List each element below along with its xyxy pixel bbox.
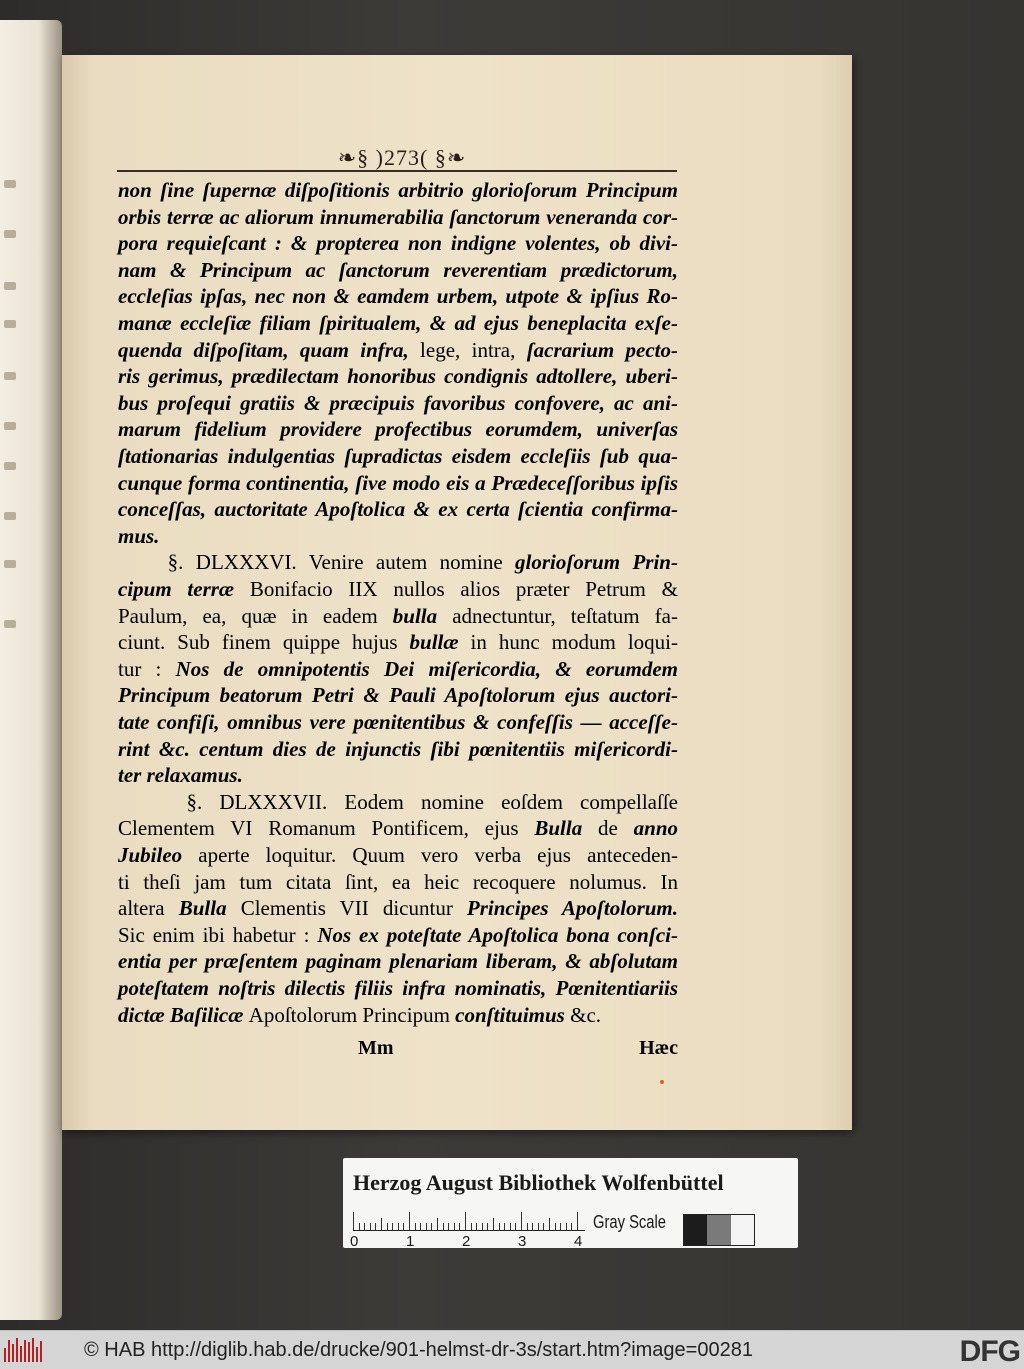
italic-text-run: eccleſias ipſas, nec non & eamdem urbem, utpote & ipſius Ro- bbox=[118, 284, 678, 309]
text-fragment bbox=[4, 620, 16, 628]
text-fragment bbox=[4, 320, 16, 328]
italic-text-run: Bulla bbox=[534, 816, 599, 841]
italic-text-run: Bulla bbox=[178, 896, 241, 921]
text-line bbox=[118, 549, 678, 575]
text-line bbox=[118, 895, 678, 921]
ruler-tick bbox=[476, 1223, 477, 1230]
text-line bbox=[118, 815, 678, 841]
italic-text-run: mus. bbox=[118, 523, 160, 548]
roman-text-run: Paulum, ea, quæ in eadem bbox=[118, 603, 393, 628]
ruler-tick bbox=[381, 1218, 382, 1230]
ruler-tick bbox=[566, 1223, 567, 1230]
scale-number: 2 bbox=[462, 1233, 471, 1250]
roman-text-run: &c. bbox=[570, 1002, 602, 1027]
scale-ruler bbox=[353, 1210, 585, 1231]
ruler-tick bbox=[571, 1223, 572, 1230]
ruler-tick bbox=[415, 1223, 416, 1230]
text-line bbox=[118, 948, 678, 974]
ruler-tick bbox=[515, 1223, 516, 1230]
ruler-tick bbox=[555, 1223, 556, 1230]
text-line bbox=[118, 310, 678, 336]
text-line bbox=[118, 257, 678, 283]
ruler-tick bbox=[532, 1223, 533, 1230]
roman-text-run: altera bbox=[118, 896, 179, 921]
italic-text-run: non ſine ſupernæ diſpoſitionis arbitrio glorioſorum Principum bbox=[118, 178, 678, 202]
italic-text-run: manæ eccleſiæ filiam ſpiritualem, & ad ejus beneplacita exſe- bbox=[118, 311, 678, 335]
italic-text-run: ter relaxamus. bbox=[118, 763, 243, 788]
ruler-tick bbox=[493, 1218, 494, 1230]
ruler-tick bbox=[403, 1223, 404, 1230]
italic-text-run: Principes Apoſtolorum. bbox=[466, 896, 679, 921]
ruler-tick bbox=[409, 1212, 410, 1230]
text-line bbox=[118, 922, 678, 948]
library-label-card bbox=[343, 1158, 798, 1248]
ruler-tick bbox=[375, 1223, 376, 1230]
italic-text-run: nam & Principum ac ſanctorum reverentiam prædictorum, bbox=[118, 257, 678, 282]
italic-text-run: bulla bbox=[392, 603, 453, 628]
text-line bbox=[118, 363, 678, 389]
ruler-tick bbox=[387, 1223, 388, 1230]
roman-text-run: adnectuntur, teſtatum fa- bbox=[452, 603, 678, 628]
ruler-tick bbox=[426, 1223, 427, 1230]
text-line bbox=[118, 470, 678, 496]
text-fragment bbox=[4, 422, 16, 430]
italic-text-run: marum fidelium providere profectibus eorumdem, univerſas bbox=[118, 417, 678, 442]
catchword: Hæc bbox=[639, 1037, 678, 1059]
text-fragment bbox=[4, 180, 16, 188]
gray-swatch-mid bbox=[707, 1215, 730, 1245]
roman-text-run: ciunt. Sub finem quippe hujus bbox=[118, 630, 410, 655]
roman-text-run: in hunc modum loqui- bbox=[470, 630, 678, 655]
footer-credit-link[interactable]: © HAB http://diglib.hab.de/drucke/901-helmst-dr-3s/start.htm?image=00281 bbox=[84, 1339, 753, 1361]
book-page bbox=[62, 55, 852, 1130]
ruler-tick bbox=[370, 1223, 371, 1230]
ruler-tick bbox=[454, 1223, 455, 1230]
roman-text-run: Bonifacio IIX nullos alios præter Petrum & bbox=[249, 577, 678, 601]
text-line bbox=[118, 629, 678, 655]
ruler-tick bbox=[538, 1223, 539, 1230]
ruler-tick bbox=[443, 1223, 444, 1230]
text-fragment bbox=[4, 512, 16, 520]
italic-text-run: ſacrarium pecto- bbox=[526, 337, 678, 362]
ruler-tick bbox=[465, 1212, 466, 1230]
text-line bbox=[118, 230, 678, 256]
roman-text-run: Apoſtolorum Principum bbox=[248, 1002, 456, 1027]
scale-number: 4 bbox=[574, 1233, 583, 1250]
text-line bbox=[118, 416, 678, 442]
text-line bbox=[118, 869, 678, 895]
text-line bbox=[118, 975, 678, 1001]
italic-text-run: rint &c. centum dies de injunctis ſibi pœnitentiis miſericordi- bbox=[118, 736, 678, 761]
text-line bbox=[118, 603, 678, 629]
text-line bbox=[118, 204, 678, 230]
text-line bbox=[118, 443, 678, 469]
roman-text-run: tur : bbox=[118, 656, 176, 681]
ruler-tick bbox=[420, 1223, 421, 1230]
text-line bbox=[118, 762, 678, 788]
text-line bbox=[118, 1002, 678, 1028]
italic-text-run: entia per præſentem paginam plenariam liberam, & abſolutam bbox=[118, 949, 678, 974]
italic-text-run: tate confiſi, omnibus vere pœnitentibus & confeſſis — acceſſe- bbox=[118, 710, 678, 734]
ruler-tick bbox=[499, 1223, 500, 1230]
italic-text-run: cipum terræ bbox=[118, 577, 250, 601]
ruler-tick bbox=[471, 1223, 472, 1230]
ruler-tick bbox=[364, 1223, 365, 1230]
italic-text-run: Jubileo bbox=[118, 843, 199, 867]
head-rule bbox=[117, 170, 677, 172]
text-line bbox=[118, 390, 678, 416]
text-line bbox=[118, 709, 678, 735]
text-line bbox=[118, 682, 678, 708]
text-fragment bbox=[4, 462, 16, 470]
page-gutter-shadow bbox=[40, 20, 62, 1320]
roman-text-run: aperte loquitur. Quum vero verba ejus anteceden- bbox=[198, 843, 678, 867]
text-line bbox=[118, 789, 678, 815]
roman-text-run: ti theſi jam tum citata ſint, ea heic recoquere nolumus. In bbox=[118, 869, 678, 894]
signature-mark: Mm bbox=[358, 1037, 394, 1059]
italic-text-run: Nos de omnipotentis Dei miſericordia, & eorumdem bbox=[175, 656, 678, 681]
roman-text-run: Clementis VII dicuntur bbox=[240, 896, 467, 921]
scale-number: 0 bbox=[350, 1233, 359, 1250]
roman-text-run: de bbox=[598, 816, 634, 841]
ruler-tick bbox=[543, 1223, 544, 1230]
text-line bbox=[118, 576, 678, 602]
ruler-tick bbox=[448, 1223, 449, 1230]
italic-text-run: glorioſorum Prin- bbox=[515, 550, 678, 575]
text-line bbox=[118, 656, 678, 682]
text-fragment bbox=[4, 372, 16, 380]
ruler-tick bbox=[482, 1223, 483, 1230]
ruler-tick bbox=[431, 1223, 432, 1230]
text-fragment bbox=[4, 230, 16, 238]
roman-text-run: §. DLXXXVII. Eodem nomine eoſdem compellaſſe bbox=[118, 789, 678, 814]
italic-text-run: anno bbox=[633, 816, 679, 841]
ruler-tick bbox=[510, 1223, 511, 1230]
ruler-tick bbox=[504, 1223, 505, 1230]
ruler-tick bbox=[527, 1223, 528, 1230]
italic-text-run: quenda diſpoſitam, quam infra, bbox=[118, 337, 421, 362]
italic-text-run: poteſtatem noſtris dilectis filiis infra nominatis, Pœnitentiariis bbox=[118, 976, 678, 1000]
italic-text-run: Principum beatorum Petri & Pauli Apoſtolorum ejus auctori- bbox=[118, 683, 678, 708]
ruler-tick bbox=[437, 1218, 438, 1230]
text-line bbox=[118, 337, 678, 363]
hab-logo-icon bbox=[4, 1338, 46, 1362]
scale-number: 1 bbox=[406, 1233, 415, 1250]
page-foot bbox=[118, 1037, 678, 1067]
italic-text-run: cunque forma continentia, ſive modo eis a Prædeceſſoribus ipſis bbox=[118, 470, 678, 495]
text-fragment bbox=[4, 282, 16, 290]
roman-text-run: Clementem VI Romanum Pontificem, ejus bbox=[118, 816, 535, 841]
running-head: ❧§ )273( §❧ bbox=[337, 145, 467, 170]
ruler-tick bbox=[549, 1218, 550, 1230]
roman-text-run: Sic enim ibi habetur : bbox=[118, 922, 318, 947]
ruler-tick bbox=[487, 1223, 488, 1230]
italic-text-run: ris gerimus, prædilectam honoribus condignis adtollere, uberi- bbox=[118, 364, 678, 389]
gray-swatch-black bbox=[684, 1215, 707, 1245]
italic-text-run: ſtationarias indulgentias ſupradictas eisdem eccleſiis ſub qua- bbox=[118, 444, 678, 468]
gray-scale-label: Gray Scale bbox=[593, 1212, 667, 1232]
scale-number: 3 bbox=[518, 1233, 527, 1250]
ruler-tick bbox=[521, 1212, 522, 1230]
text-line bbox=[118, 496, 678, 522]
text-fragment bbox=[4, 560, 16, 568]
ruler-tick bbox=[353, 1212, 354, 1230]
ruler-tick bbox=[392, 1223, 393, 1230]
ruler-tick bbox=[560, 1223, 561, 1230]
italic-text-run: pora requieſcant : & propterea non indigne volentes, ob divi- bbox=[118, 231, 678, 256]
gray-swatch-white bbox=[731, 1215, 754, 1245]
italic-text-run: bus proſequi gratiis & præcipuis favoribus confovere, ac ani- bbox=[118, 390, 678, 415]
italic-text-run: conſtituimus bbox=[455, 1002, 571, 1027]
italic-text-run: orbis terræ ac aliorum innumerabilia ſanctorum veneranda cor- bbox=[118, 204, 678, 229]
library-name: Herzog August Bibliothek Wolfenbüttel bbox=[353, 1170, 724, 1195]
ruler-tick bbox=[398, 1223, 399, 1230]
color-marker bbox=[660, 1080, 664, 1084]
gray-scale-swatches bbox=[683, 1214, 755, 1246]
italic-text-run: conceſſas, auctoritate Apoſtolica & ex certa ſcientia confirma- bbox=[118, 497, 678, 522]
italic-text-run: dictæ Baſilicæ bbox=[118, 1002, 249, 1027]
italic-text-run: Nos ex poteſtate Apoſtolica bona conſci- bbox=[317, 922, 678, 947]
text-line bbox=[118, 842, 678, 868]
ruler-tick bbox=[459, 1223, 460, 1230]
text-line bbox=[118, 283, 678, 309]
roman-text-run: lege, intra, bbox=[420, 337, 527, 362]
dfg-logo: DFG bbox=[959, 1335, 1020, 1368]
text-line bbox=[118, 177, 678, 203]
facing-page-edge bbox=[0, 20, 62, 1320]
text-line bbox=[118, 523, 678, 549]
italic-text-run: bullæ bbox=[409, 630, 471, 655]
roman-text-run: §. DLXXXVI. Venire autem nomine bbox=[118, 550, 516, 575]
footer-bar bbox=[0, 1330, 1024, 1369]
text-line bbox=[118, 736, 678, 762]
ruler-tick bbox=[359, 1223, 360, 1230]
ruler-tick bbox=[577, 1212, 578, 1230]
